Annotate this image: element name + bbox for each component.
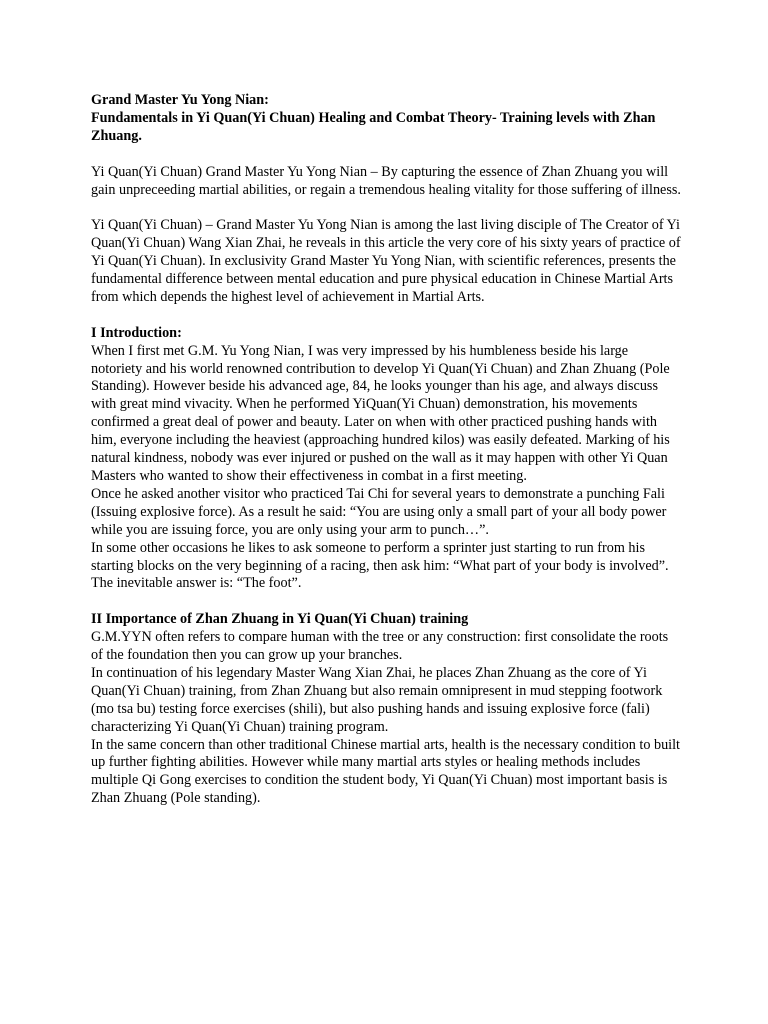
section1-paragraph: In some other occasions he likes to ask someone to perform a sprinter just starting to run from his starting blocks on the very beginning of a racing, then ask him: “What part of your body is involved”. The inevitable answer is: “The foot”. bbox=[91, 539, 669, 592]
section-heading-importance: II Importance of Zhan Zhuang in Yi Quan(Yi Chuan) training bbox=[91, 611, 469, 628]
section2-paragraph: In continuation of his legendary Master Wang Xian Zhai, he places Zhan Zhuang as the core of Yi Quan(Yi Chuan) training, from Zhan Zhuang but also remain omnipresent in mud stepping footwork (mo tsa bu) testing force exercises (shili), but also pushing hands and issuing explosive force (fali) characterizing Yi Quan(Yi Chuan) training program. bbox=[91, 664, 663, 735]
spacer bbox=[91, 307, 681, 325]
intro-paragraph-2: Yi Quan(Yi Chuan) – Grand Master Yu Yong Nian is among the last living disciple of The Creator of Yi Quan(Yi Chuan) Wang Xian Zhai, he reveals in this article the very core of his sixty years of practice of Yi Quan(Yi Chuan). In exclusivity Grand Master Yu Yong Nian, with scientific references, presents the fundamental difference between mental education and pure physical education in Chinese Martial Arts from which depends the highest level of achievement in Martial Arts. bbox=[91, 217, 681, 305]
section1-paragraph: When I first met G.M. Yu Yong Nian, I was very impressed by his humbleness beside his large notoriety and his world renowned contribution to develop Yi Quan(Yi Chuan) and Zhan Zhuang (Pole Standing). However beside his advanced age, 84, he looks younger than his age, and always discuss with great mind vivacity. When he performed YiQuan(Yi Chuan) demonstration, his movements confirmed a great deal of power and beauty. Later on when with other practiced pushing hands with him, everyone including the heaviest (approaching hundred kilos) was easily defeated. Marking of his natural kindness, nobody was ever injured or pushed on the wall as it may happen with other Yi Quan Masters who wanted to show their effectiveness in combat in a first meeting. bbox=[91, 342, 670, 484]
section2-paragraph: G.M.YYN often refers to compare human with the tree or any construction: first consolidate the roots of the foundation then you can grow up your branches. bbox=[91, 629, 669, 664]
section1-paragraph: Once he asked another visitor who practiced Tai Chi for several years to demonstrate a punching Fali (Issuing explosive force). As a result he said: “You are using only a small part of your all body power while you are issuing force, you are only using your arm to punch…”. bbox=[91, 485, 667, 538]
spacer bbox=[91, 146, 681, 164]
spacer bbox=[91, 199, 681, 217]
document-title-line1: Grand Master Yu Yong Nian: bbox=[91, 92, 269, 108]
intro-paragraph-1: Yi Quan(Yi Chuan) Grand Master Yu Yong Nian – By capturing the essence of Zhan Zhuang you will gain unpreceeding martial abilities, or regain a tremendous healing vitality for those suffering of illness. bbox=[91, 163, 681, 198]
document-title-line2: Fundamentals in Yi Quan(Yi Chuan) Healing and Combat Theory- Training levels with Zhan Zhuang. bbox=[91, 109, 656, 144]
spacer bbox=[91, 593, 681, 611]
section-heading-introduction: I Introduction: bbox=[91, 324, 182, 341]
section2-paragraph: In the same concern than other traditional Chinese martial arts, health is the necessary condition to built up further fighting abilities. However while many martial arts styles or healing methods includes multiple Qi Gong exercises to condition the student body, Yi Quan(Yi Chuan) most important basis is Zhan Zhuang (Pole standing). bbox=[91, 736, 680, 807]
document-page bbox=[91, 92, 681, 808]
